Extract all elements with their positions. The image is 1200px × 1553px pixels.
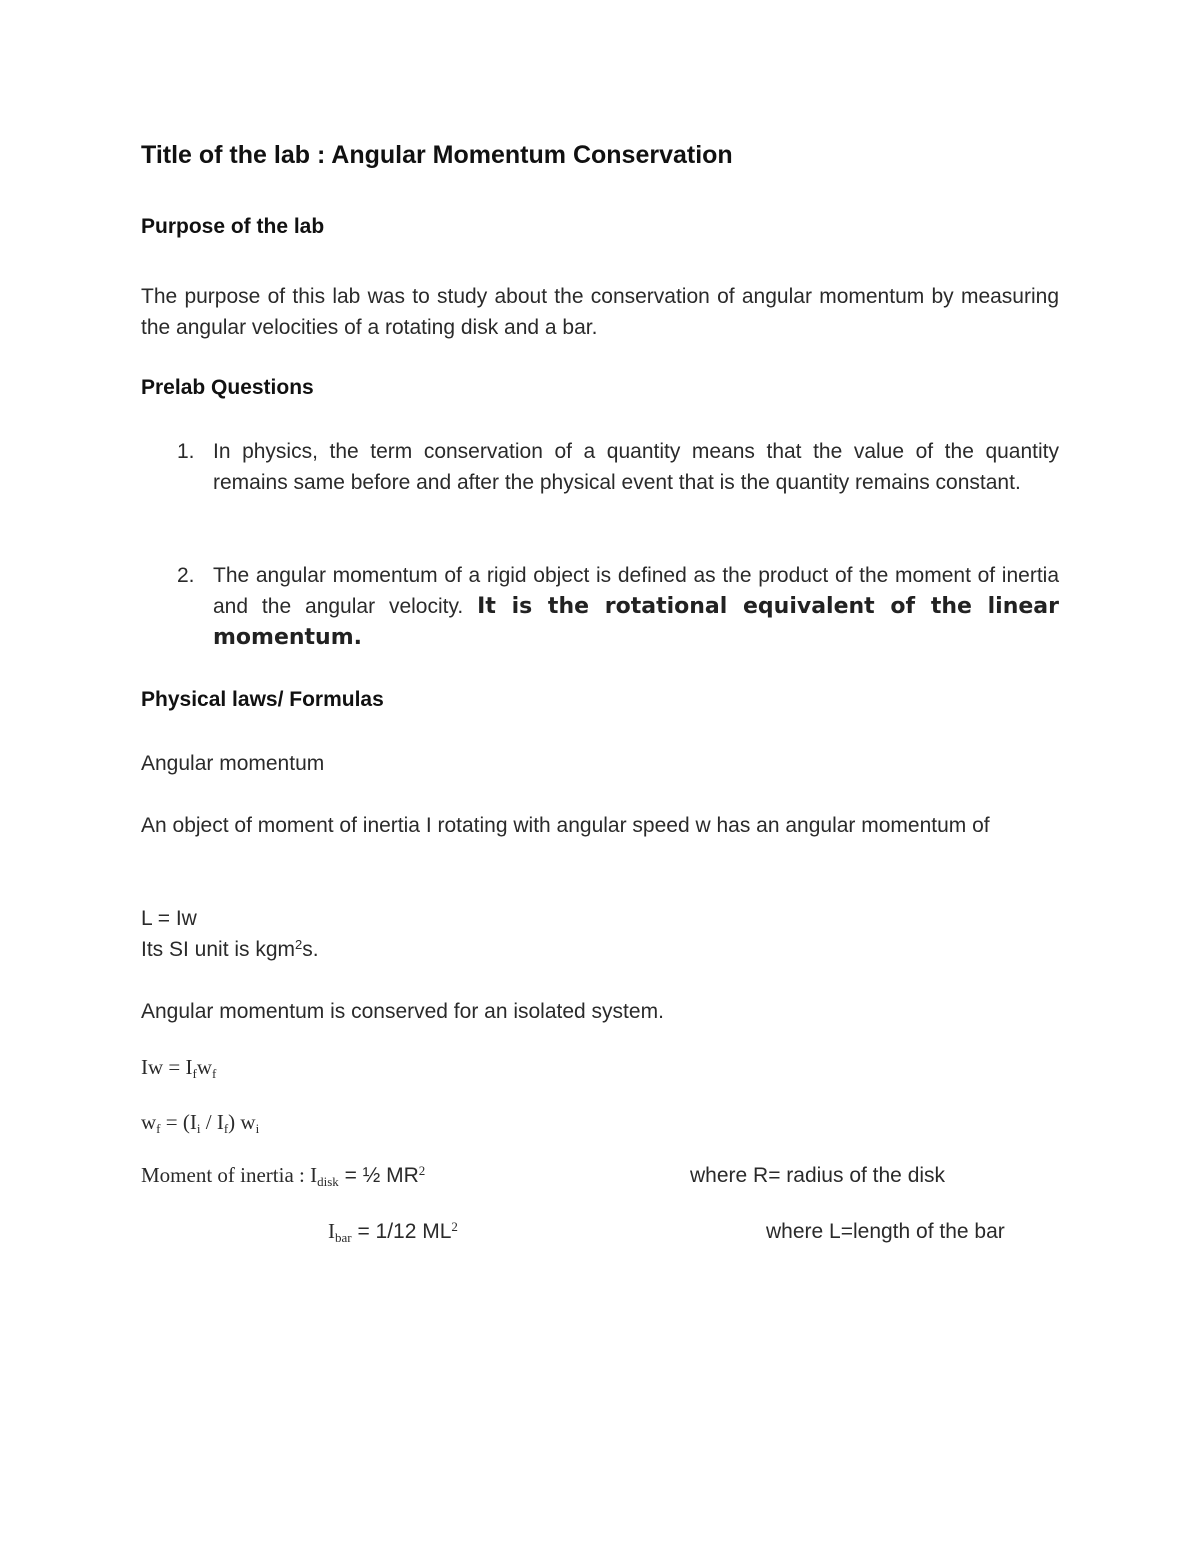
laws-heading: Physical laws/ Formulas bbox=[141, 688, 384, 711]
si-unit-line bbox=[141, 934, 319, 965]
equation-conservation bbox=[141, 1052, 216, 1083]
eq-slash: / I bbox=[200, 1110, 224, 1134]
purpose-heading: Purpose of the lab bbox=[141, 215, 325, 238]
eq-i1-sub: i bbox=[196, 1121, 201, 1136]
moi-disk-sub: disk bbox=[317, 1174, 339, 1189]
conservation-statement: Angular momentum is conserved for an isolated system. bbox=[141, 1000, 664, 1023]
eq-w: w bbox=[141, 1110, 157, 1134]
eq-mid: = I bbox=[163, 1055, 193, 1079]
laws-description: An object of moment of inertia I rotating with angular speed w has an angular momentum of bbox=[141, 814, 990, 837]
si-unit-exponent: 2 bbox=[295, 937, 303, 952]
moment-of-inertia-bar bbox=[328, 1216, 458, 1247]
moi-bar-expr: = 1/12 ML bbox=[351, 1220, 452, 1243]
eq-wi-sub: i bbox=[255, 1121, 260, 1136]
eq-w-sub: f bbox=[156, 1121, 161, 1136]
moi-disk-label: Moment of inertia : I bbox=[141, 1163, 318, 1187]
equation-final-velocity bbox=[141, 1107, 259, 1138]
prelab-heading: Prelab Questions bbox=[141, 376, 314, 399]
moment-bar-note: where L=length of the bar bbox=[766, 1220, 1005, 1243]
page-title: Title of the lab : Angular Momentum Conservation bbox=[141, 141, 733, 169]
eq-i2-sub: f bbox=[223, 1121, 229, 1136]
laws-subheading: Angular momentum bbox=[141, 752, 325, 775]
si-unit-text: Its SI unit is kgm bbox=[141, 938, 296, 961]
eq-open: = (I bbox=[160, 1110, 197, 1134]
eq-w: w bbox=[196, 1055, 213, 1079]
eq-close: ) w bbox=[228, 1110, 256, 1134]
moi-bar-sub: bar bbox=[335, 1230, 352, 1245]
eq-w-sub: f bbox=[212, 1066, 217, 1081]
moment-of-inertia-disk bbox=[141, 1160, 425, 1191]
list-text bbox=[213, 560, 1059, 653]
moment-disk-note: where R= radius of the disk bbox=[690, 1164, 946, 1187]
si-unit-suffix: s. bbox=[302, 938, 319, 961]
list-number: 1. bbox=[177, 440, 195, 463]
list-text-body: In physics, the term conservation of a quantity means that the value of the quantity remains same before and after the physical event that is the quantity remains constant. bbox=[213, 440, 1059, 494]
moi-disk-exponent: 2 bbox=[418, 1163, 426, 1178]
list-text-emphasis: It is the rotational equivalent of the linear momentum. bbox=[213, 594, 1059, 650]
moi-disk-expr: = ½ MR bbox=[338, 1164, 419, 1187]
moi-bar-exponent: 2 bbox=[451, 1219, 458, 1234]
equation-angular-momentum: L = Iw bbox=[141, 907, 197, 930]
list-text-body: The angular momentum of a rigid object is defined as the product of the moment of inertia and the angular velocity. bbox=[213, 564, 1059, 618]
eq-mid-sub: f bbox=[192, 1066, 197, 1081]
list-text bbox=[213, 436, 1059, 498]
purpose-text: The purpose of this lab was to study about the conservation of angular momentum by measuring the angular velocities of a rotating disk and a bar. bbox=[141, 285, 1059, 339]
moi-bar-label: I bbox=[328, 1219, 335, 1243]
eq-lhs: Iw bbox=[141, 1055, 164, 1079]
list-number: 2. bbox=[177, 564, 195, 587]
